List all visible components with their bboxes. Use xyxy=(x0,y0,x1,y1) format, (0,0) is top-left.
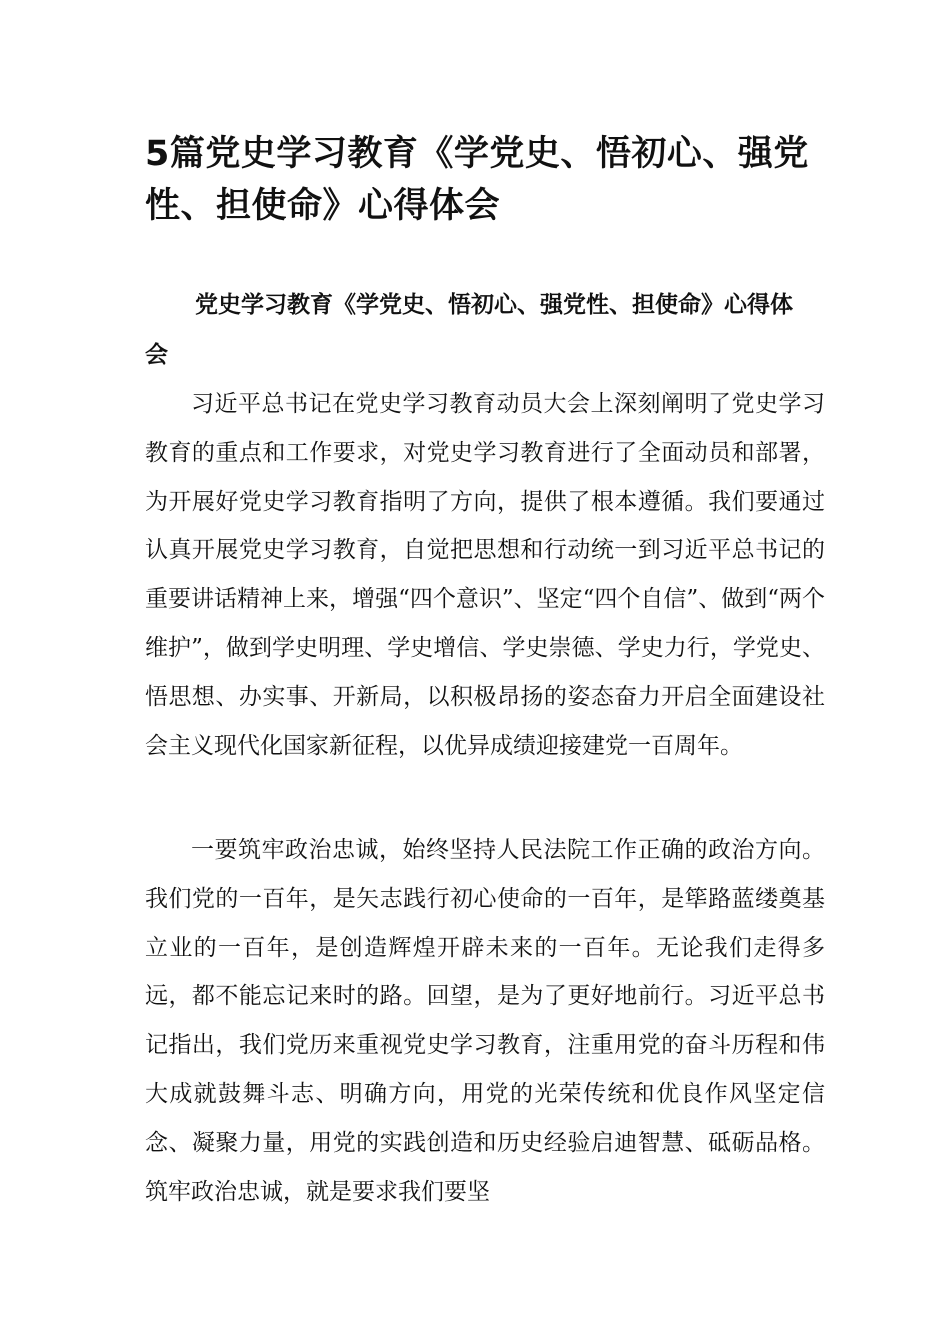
body-paragraph-1: 习近平总书记在党史学习教育动员大会上深刻阐明了党史学习教育的重点和工作要求，对党史学习教育进行了全面动员和部署，为开展好党史学习教育指明了方向，提供了根本遵循。我们要通过认真开展党史学习教育，自觉把思想和行动统一到习近平总书记的重要讲话精神上来，增强“四个意识”、坚定“四个自信”、做到“两个维护”，做到学史明理、学史增信、学史崇德、学史力行，学党史、悟思想、办实事、开新局，以积极昂扬的姿态奋力开启全面建设社会主义现代化国家新征程，以优异成绩迎接建党一百周年。 xyxy=(145,391,825,759)
article-subtitle: 党史学习教育《学党史、悟初心、强党性、担使命》心得体会 xyxy=(145,292,793,368)
document-title: 5篇党史学习教育《学党史、悟初心、强党性、担使命》心得体会 xyxy=(145,134,809,226)
body-paragraph-2: 一要筑牢政治忠诚，始终坚持人民法院工作正确的政治方向。我们党的一百年，是矢志践行初心使命的一百年，是筚路蓝缕奠基立业的一百年，是创造辉煌开辟未来的一百年。无论我们走得多远，都不能忘记来时的路。回望，是为了更好地前行。习近平总书记指出，我们党历来重视党史学习教育，注重用党的奋斗历程和伟大成就鼓舞斗志、明确方向，用党的光荣传统和优良作风坚定信念、凝聚力量，用党的实践创造和历史经验启迪智慧、砥砺品格。筑牢政治忠诚，就是要求我们要坚 xyxy=(145,837,825,1205)
